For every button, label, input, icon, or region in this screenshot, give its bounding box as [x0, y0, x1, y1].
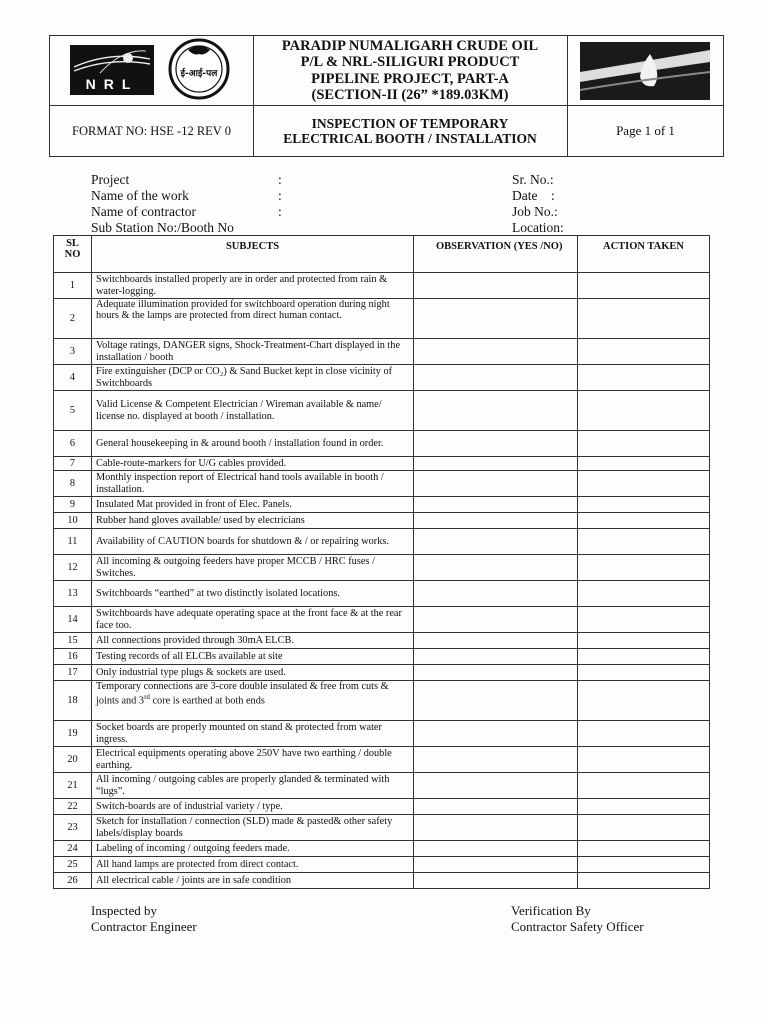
row-sl-no: 3	[54, 339, 92, 365]
action-taken-cell[interactable]	[578, 857, 710, 873]
row-subject: Switchboards “earthed” at two distinctly isolated locations.	[92, 581, 414, 607]
row-subject: Cable-route-markers for U/G cables provided.	[92, 457, 414, 471]
action-taken-cell[interactable]	[578, 841, 710, 857]
observation-cell[interactable]	[414, 665, 578, 681]
row-subject: Adequate illumination provided for switchboard operation during night hours & the lamps are protected from direct human contact.	[92, 299, 414, 339]
action-taken-cell[interactable]	[578, 471, 710, 497]
row-subject: All hand lamps are protected from direct contact.	[92, 857, 414, 873]
row-sl-no: 9	[54, 497, 92, 513]
table-row	[54, 649, 710, 665]
observation-cell[interactable]	[414, 633, 578, 649]
row-sl-no: 14	[54, 607, 92, 633]
row-sl-no: 12	[54, 555, 92, 581]
row-sl-no: 4	[54, 365, 92, 391]
observation-cell[interactable]	[414, 799, 578, 815]
observation-cell[interactable]	[414, 721, 578, 747]
inspection-checklist	[53, 235, 710, 889]
table-row	[54, 391, 710, 431]
col-header-subjects: SUBJECTS	[92, 236, 414, 273]
info-field	[91, 172, 351, 188]
observation-cell[interactable]	[414, 873, 578, 889]
observation-cell[interactable]	[414, 457, 578, 471]
title-line: PARADIP NUMALIGARH CRUDE OIL	[281, 37, 539, 54]
verification-block	[511, 903, 644, 934]
row-subject: All connections provided through 30mA ELCB.	[92, 633, 414, 649]
action-taken-cell[interactable]	[578, 773, 710, 799]
row-subject: All electrical cable / joints are in safe condition	[92, 873, 414, 889]
action-taken-cell[interactable]	[578, 815, 710, 841]
row-sl-no: 25	[54, 857, 92, 873]
action-taken-cell[interactable]	[578, 581, 710, 607]
table-row	[54, 873, 710, 889]
table-header-row	[54, 236, 710, 273]
action-taken-cell[interactable]	[578, 607, 710, 633]
action-taken-cell[interactable]	[578, 391, 710, 431]
info-field	[91, 204, 351, 220]
checklist-body	[54, 273, 710, 889]
table-row	[54, 721, 710, 747]
row-sl-no: 21	[54, 773, 92, 799]
field-label: Name of the work	[91, 188, 189, 203]
row-sl-no: 17	[54, 665, 92, 681]
observation-cell[interactable]	[414, 815, 578, 841]
table-row	[54, 665, 710, 681]
observation-cell[interactable]	[414, 555, 578, 581]
table-row	[54, 431, 710, 457]
inspected-by-block	[91, 903, 197, 934]
row-sl-no: 23	[54, 815, 92, 841]
action-taken-cell[interactable]	[578, 513, 710, 529]
table-row	[54, 339, 710, 365]
action-taken-cell[interactable]	[578, 665, 710, 681]
action-taken-cell[interactable]	[578, 273, 710, 299]
row-sl-no: 22	[54, 799, 92, 815]
row-sl-no: 8	[54, 471, 92, 497]
field-colon: :	[278, 188, 282, 203]
observation-cell[interactable]	[414, 471, 578, 497]
row-subject: Fire extinguisher (DCP or CO₂) & Sand Bucket kept in close vicinity of Switchboards	[92, 365, 414, 391]
date-field: Date :	[512, 188, 555, 203]
row-sl-no: 20	[54, 747, 92, 773]
subtitle-line: INSPECTION OF TEMPORARY	[311, 116, 509, 131]
observation-cell[interactable]	[414, 857, 578, 873]
observation-cell[interactable]	[414, 607, 578, 633]
action-taken-cell[interactable]	[578, 365, 710, 391]
field-label: Sub Station No:/Booth No	[91, 220, 234, 235]
verification-by-label: Verification By	[511, 903, 591, 918]
action-taken-cell[interactable]	[578, 747, 710, 773]
row-subject: Insulated Mat provided in front of Elec. Panels.	[92, 497, 414, 513]
row-subject: Socket boards are properly mounted on stand & protected from water ingress.	[92, 721, 414, 747]
row-subject: Only industrial type plugs & sockets are used.	[92, 665, 414, 681]
observation-cell[interactable]	[414, 681, 578, 721]
row-subject: Temporary connections are 3-core double insulated & free from cuts & joints and 3rd core is earthed at both ends	[92, 681, 414, 721]
row-subject: Testing records of all ELCBs available at site	[92, 649, 414, 665]
observation-cell[interactable]	[414, 391, 578, 431]
row-sl-no: 15	[54, 633, 92, 649]
row-subject: General housekeeping in & around booth / installation found in order.	[92, 431, 414, 457]
row-subject: Labeling of incoming / outgoing feeders made.	[92, 841, 414, 857]
action-taken-cell[interactable]	[578, 497, 710, 513]
row-subject: Electrical equipments operating above 250V have two earthing / double earthing.	[92, 747, 414, 773]
pipeline-logo-graphic	[580, 42, 710, 100]
observation-cell[interactable]	[414, 299, 578, 339]
table-row	[54, 747, 710, 773]
row-sl-no: 18	[54, 681, 92, 721]
action-taken-cell[interactable]	[578, 457, 710, 471]
sr-no-field: Sr. No.:	[512, 172, 554, 187]
nrl-logo	[70, 45, 154, 95]
action-taken-cell[interactable]	[578, 299, 710, 339]
table-row	[54, 681, 710, 721]
row-subject: Sketch for installation / connection (SLD) made & pasted& other safety labels/display boards	[92, 815, 414, 841]
field-colon: :	[278, 204, 282, 219]
row-sl-no: 7	[54, 457, 92, 471]
observation-cell[interactable]	[414, 841, 578, 857]
title-line: (SECTION-II (26” *189.03KM)	[311, 87, 509, 103]
row-sl-no: 26	[54, 873, 92, 889]
emblem-text: ई-आई-पल	[180, 69, 218, 79]
pipeline-logo	[580, 42, 710, 100]
row-subject: Rubber hand gloves available/ used by electricians	[92, 513, 414, 529]
info-field	[91, 220, 351, 236]
project-title	[253, 36, 567, 105]
emblem-logo	[168, 38, 230, 100]
table-row	[54, 799, 710, 815]
row-subject: Switch-boards are of industrial variety / type.	[92, 799, 414, 815]
row-sl-no: 24	[54, 841, 92, 857]
row-subject: All incoming & outgoing feeders have proper MCCB / HRC fuses / Switches.	[92, 555, 414, 581]
observation-cell[interactable]	[414, 773, 578, 799]
observation-cell[interactable]	[414, 431, 578, 457]
action-taken-cell[interactable]	[578, 529, 710, 555]
table-row	[54, 471, 710, 497]
title-line: P/L & NRL-SILIGURI PRODUCT	[300, 54, 520, 70]
action-taken-cell[interactable]	[578, 649, 710, 665]
table-row	[54, 555, 710, 581]
action-taken-cell[interactable]	[578, 873, 710, 889]
row-subject: Availability of CAUTION boards for shutdown & / or repairing works.	[92, 529, 414, 555]
field-label: Name of contractor	[91, 204, 196, 219]
row-subject: Valid License & Competent Electrician / Wireman available & name/ license no. displayed at booth / installation.	[92, 391, 414, 431]
table-row	[54, 633, 710, 649]
action-taken-cell[interactable]	[578, 555, 710, 581]
table-row	[54, 607, 710, 633]
form-subtitle	[253, 105, 567, 157]
info-fields-left	[91, 172, 351, 236]
action-taken-cell[interactable]	[578, 799, 710, 815]
contractor-engineer-label: Contractor Engineer	[91, 918, 197, 934]
location-field: Location:	[512, 220, 564, 235]
row-subject: Monthly inspection report of Electrical hand tools available in booth / installation.	[92, 471, 414, 497]
action-taken-cell[interactable]	[578, 633, 710, 649]
row-sl-no: 6	[54, 431, 92, 457]
observation-cell[interactable]	[414, 747, 578, 773]
page-number: Page 1 of 1	[616, 123, 675, 138]
row-sl-no: 11	[54, 529, 92, 555]
table-row	[54, 841, 710, 857]
observation-cell[interactable]	[414, 529, 578, 555]
table-row	[54, 581, 710, 607]
nrl-logo-text: NRL	[85, 76, 139, 92]
table-row	[54, 815, 710, 841]
job-no-field: Job No.:	[512, 204, 558, 219]
observation-cell[interactable]	[414, 497, 578, 513]
observation-cell[interactable]	[414, 339, 578, 365]
table-row	[54, 857, 710, 873]
action-taken-cell[interactable]	[578, 721, 710, 747]
col-header-observation: OBSERVATION (YES /NO)	[414, 236, 578, 273]
table-row	[54, 497, 710, 513]
row-sl-no: 5	[54, 391, 92, 431]
observation-cell[interactable]	[414, 649, 578, 665]
observation-cell[interactable]	[414, 513, 578, 529]
form-header	[49, 35, 724, 157]
field-colon: :	[278, 172, 282, 187]
observation-cell[interactable]	[414, 365, 578, 391]
safety-officer-label: Contractor Safety Officer	[511, 918, 644, 934]
table-row	[54, 529, 710, 555]
action-taken-cell[interactable]	[578, 431, 710, 457]
row-sl-no: 2	[54, 299, 92, 339]
row-sl-no: 16	[54, 649, 92, 665]
observation-cell[interactable]	[414, 581, 578, 607]
format-number: FORMAT NO: HSE -12 REV 0	[72, 123, 231, 138]
observation-cell[interactable]	[414, 273, 578, 299]
row-sl-no: 13	[54, 581, 92, 607]
action-taken-cell[interactable]	[578, 339, 710, 365]
col-header-sl: SL NO	[54, 236, 92, 273]
title-line: PIPELINE PROJECT, PART-A	[311, 70, 509, 87]
row-subject: Voltage ratings, DANGER signs, Shock-Treatment-Chart displayed in the installation / booth	[92, 339, 414, 365]
inspected-by-label: Inspected by	[91, 903, 158, 918]
table-row	[54, 299, 710, 339]
table-row	[54, 457, 710, 471]
table-row	[54, 365, 710, 391]
info-fields-right	[512, 172, 672, 236]
col-header-action: ACTION TAKEN	[578, 236, 710, 273]
row-sl-no: 1	[54, 273, 92, 299]
row-subject: Switchboards have adequate operating space at the front face & at the rear face too.	[92, 607, 414, 633]
ordinal-suffix: rd	[144, 693, 150, 702]
row-sl-no: 10	[54, 513, 92, 529]
info-field	[91, 188, 351, 204]
action-taken-cell[interactable]	[578, 681, 710, 721]
field-label: Project	[91, 172, 130, 187]
table-row	[54, 513, 710, 529]
row-sl-no: 19	[54, 721, 92, 747]
subtitle-line: ELECTRICAL BOOTH / INSTALLATION	[283, 131, 537, 146]
table-row	[54, 773, 710, 799]
row-subject: Switchboards installed properly are in order and protected from rain & water-logging.	[92, 273, 414, 299]
table-row	[54, 273, 710, 299]
row-subject: All incoming / outgoing cables are properly glanded & terminated with “lugs”.	[92, 773, 414, 799]
